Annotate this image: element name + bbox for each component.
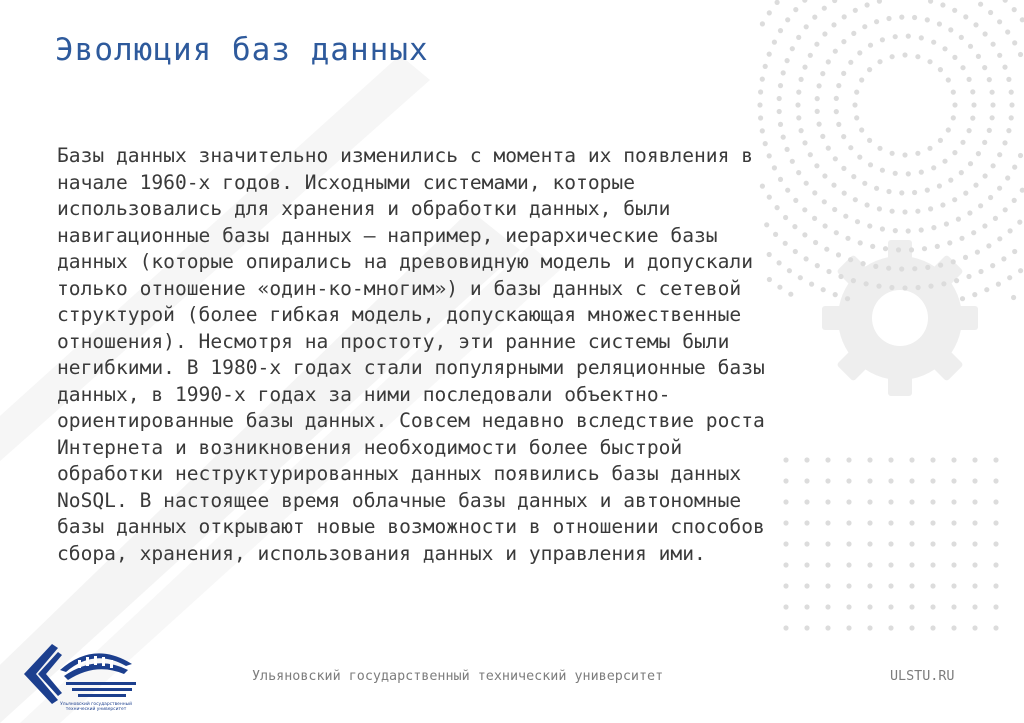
footer-site-link[interactable]: ULSTU.RU: [890, 669, 955, 684]
body-line: обработки неструктурированных данных появились базы данных: [57, 462, 742, 485]
footer-university: Ульяновский государственный технический университет: [252, 669, 664, 684]
body-line: начале 1960-х годов. Исходными системами, которые: [57, 170, 636, 194]
body-line: Интернета и возникновения необходимости более быстрой: [57, 435, 683, 459]
body-line: Базы данных значительно изменились с момента их появления в: [57, 144, 753, 167]
body-line: ориентированные базы данных. Совсем недавно вследствие роста: [57, 409, 765, 432]
body-line: данных (которые опирались на древовидную модель и допускали: [57, 250, 753, 273]
body-line: структурой (более гибкая модель, допускающая множественные: [57, 303, 742, 326]
body-line: негибкими. В 1980-х годах стали популярными реляционные базы: [57, 356, 765, 379]
slide-title: Эволюция баз данных: [55, 32, 429, 68]
body-line: сбора, хранения, использования данных и управления ими.: [57, 541, 706, 565]
logo-caption: Ульяновский государственный технический университет: [60, 702, 132, 712]
body-line: навигационные базы данных – например, иерархические базы: [57, 223, 718, 247]
body-line: NoSQL. В настоящее время облачные базы данных и автономные: [57, 488, 742, 512]
body-line: только отношение «один-ко-многим») и базы данных с сетевой: [57, 276, 742, 300]
body-line: отношения). Несмотря на простоту, эти ранние системы были: [57, 329, 730, 353]
body-line: использовались для хранения и обработки данных, были: [57, 197, 671, 220]
body-line: базы данных открывают новые возможности в отношении способов: [57, 515, 765, 538]
body-line: данных, в 1990-х годах за ними последовали объектно-: [57, 382, 671, 406]
body-text: [57, 143, 957, 567]
